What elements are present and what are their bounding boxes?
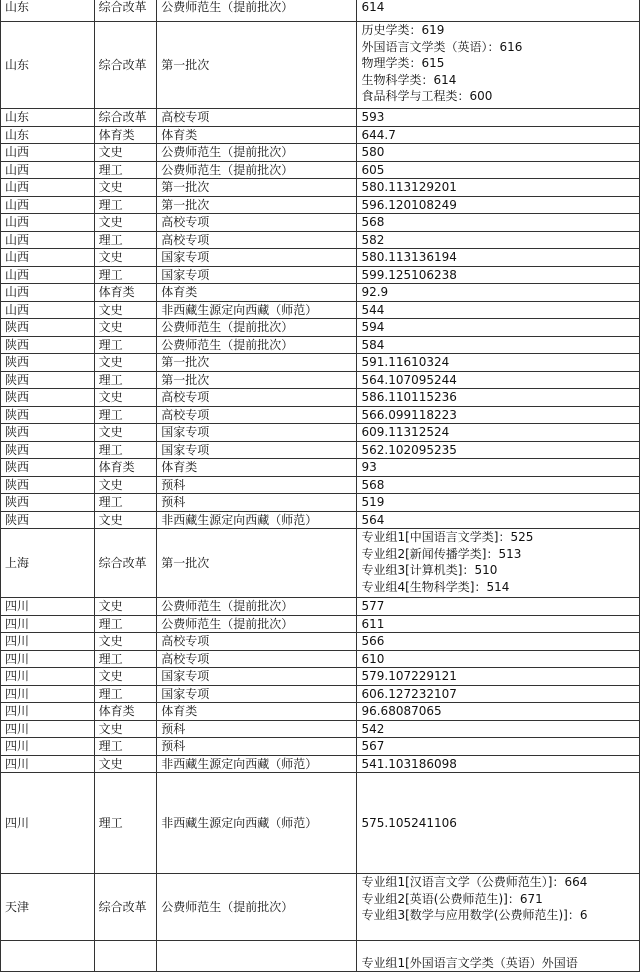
score-cell — [357, 301, 640, 319]
category-cell: 文史 — [94, 354, 157, 372]
score-line: 541.103186098 — [361, 756, 457, 771]
category-cell: 理工 — [94, 161, 157, 179]
table-row — [1, 668, 640, 686]
score-line: 566 — [361, 634, 385, 648]
batch-cell — [157, 941, 357, 972]
province-cell: 山西 — [1, 161, 95, 179]
province-cell: 四川 — [1, 633, 95, 651]
score-line: 605 — [361, 162, 385, 177]
table-row — [1, 196, 640, 214]
score-cell — [357, 703, 640, 721]
batch-cell: 预科 — [157, 720, 357, 738]
province-cell: 四川 — [1, 668, 95, 686]
batch-cell: 第一批次 — [157, 22, 357, 109]
score-line: 611 — [361, 616, 385, 631]
category-cell: 综合改革 — [94, 0, 157, 22]
province-cell: 四川 — [1, 755, 95, 773]
score-line: 586.110115236 — [361, 390, 457, 404]
batch-cell: 体育类 — [157, 703, 357, 721]
province-cell: 陕西 — [1, 354, 95, 372]
category-cell: 文史 — [94, 755, 157, 773]
score-line: 564.107095244 — [361, 372, 457, 387]
category-cell: 文史 — [94, 424, 157, 442]
score-line: 644.7 — [361, 127, 396, 142]
category-cell: 文史 — [94, 214, 157, 232]
score-line: 专业组4[生物科学类]：514 — [361, 579, 510, 594]
province-cell: 山东 — [1, 22, 95, 109]
score-cell — [357, 720, 640, 738]
table-row — [1, 22, 640, 109]
score-cell — [357, 668, 640, 686]
table-row — [1, 266, 640, 284]
category-cell: 体育类 — [94, 703, 157, 721]
batch-cell: 公费师范生（提前批次） — [157, 598, 357, 616]
score-line: 食品科学与工程类：600 — [361, 89, 493, 103]
score-line: 591.11610324 — [361, 355, 450, 369]
table-row — [1, 161, 640, 179]
province-cell: 陕西 — [1, 371, 95, 389]
batch-cell: 高校专项 — [157, 109, 357, 127]
batch-cell: 公费师范生（提前批次） — [157, 161, 357, 179]
province-cell: 四川 — [1, 773, 95, 874]
batch-cell: 高校专项 — [157, 231, 357, 249]
score-cell — [357, 615, 640, 633]
table-row — [1, 354, 640, 372]
table-body — [1, 0, 640, 972]
score-cell — [357, 685, 640, 703]
province-cell: 山西 — [1, 301, 95, 319]
batch-cell: 国家专项 — [157, 249, 357, 267]
score-line: 567 — [361, 739, 385, 753]
score-line: 544 — [361, 302, 385, 317]
category-cell: 文史 — [94, 668, 157, 686]
score-line: 542 — [361, 721, 385, 736]
category-cell: 文史 — [94, 179, 157, 197]
province-cell: 陕西 — [1, 511, 95, 529]
province-cell: 陕西 — [1, 494, 95, 512]
category-cell: 综合改革 — [94, 529, 157, 598]
score-cell — [357, 249, 640, 267]
score-line: 物理学类：615 — [361, 56, 445, 70]
batch-cell: 体育类 — [157, 284, 357, 302]
table-row — [1, 703, 640, 721]
batch-cell: 非西藏生源定向西藏（师范） — [157, 755, 357, 773]
table-row — [1, 720, 640, 738]
batch-cell: 高校专项 — [157, 406, 357, 424]
province-cell: 天津 — [1, 874, 95, 941]
score-cell — [357, 755, 640, 773]
batch-cell: 体育类 — [157, 126, 357, 144]
score-line: 594 — [361, 320, 385, 334]
score-line: 582 — [361, 232, 385, 247]
score-line: 568 — [361, 215, 385, 229]
batch-cell: 公费师范生（提前批次） — [157, 0, 357, 22]
score-line: 580 — [361, 145, 385, 159]
table-row — [1, 615, 640, 633]
province-cell: 四川 — [1, 650, 95, 668]
table-row — [1, 301, 640, 319]
category-cell: 理工 — [94, 685, 157, 703]
category-cell: 理工 — [94, 196, 157, 214]
batch-cell: 预科 — [157, 738, 357, 756]
batch-cell: 非西藏生源定向西藏（师范） — [157, 301, 357, 319]
table-row — [1, 633, 640, 651]
score-cell — [357, 126, 640, 144]
score-line: 93 — [361, 460, 377, 474]
score-line: 519 — [361, 495, 385, 509]
category-cell: 理工 — [94, 773, 157, 874]
score-cell — [357, 874, 640, 941]
table-row — [1, 109, 640, 127]
province-cell — [1, 941, 95, 972]
score-cell — [357, 476, 640, 494]
score-cell — [357, 0, 640, 22]
score-cell — [357, 738, 640, 756]
batch-cell: 非西藏生源定向西藏（师范） — [157, 773, 357, 874]
province-cell: 山西 — [1, 266, 95, 284]
score-line: 生物科学类：614 — [361, 72, 457, 87]
score-line: 专业组2[英语(公费师范生)]：671 — [361, 891, 543, 906]
category-cell: 理工 — [94, 738, 157, 756]
score-line: 历史学类：619 — [361, 23, 445, 37]
category-cell: 综合改革 — [94, 22, 157, 109]
table-row — [1, 511, 640, 529]
province-cell: 山西 — [1, 249, 95, 267]
table-row — [1, 319, 640, 337]
category-cell: 文史 — [94, 319, 157, 337]
table-row — [1, 773, 640, 874]
score-line: 606.127232107 — [361, 686, 457, 701]
category-cell: 文史 — [94, 249, 157, 267]
score-line: 专业组3[数学与应用数学(公费师范生)]：6 — [361, 908, 588, 922]
score-line: 专业组3[计算机类]：510 — [361, 563, 498, 577]
score-line: 564 — [361, 512, 385, 527]
batch-cell: 第一批次 — [157, 529, 357, 598]
category-cell: 文史 — [94, 144, 157, 162]
score-cell — [357, 109, 640, 127]
score-line: 614 — [361, 0, 385, 14]
table-row — [1, 0, 640, 22]
table-row — [1, 424, 640, 442]
score-cell — [357, 511, 640, 529]
score-line: 580.113129201 — [361, 180, 457, 194]
score-cell — [357, 284, 640, 302]
province-cell: 四川 — [1, 598, 95, 616]
table-row — [1, 476, 640, 494]
table-row — [1, 214, 640, 232]
category-cell: 文史 — [94, 598, 157, 616]
score-line: 专业组2[新闻传播学类]：513 — [361, 546, 522, 561]
province-cell: 上海 — [1, 529, 95, 598]
category-cell: 体育类 — [94, 284, 157, 302]
score-cell — [357, 144, 640, 162]
score-line: 562.102095235 — [361, 442, 457, 457]
category-cell: 文史 — [94, 476, 157, 494]
batch-cell: 国家专项 — [157, 441, 357, 459]
category-cell: 文史 — [94, 511, 157, 529]
score-line: 专业组1[汉语言文学（公费师范生）]：664 — [361, 875, 588, 889]
score-cell — [357, 773, 640, 874]
batch-cell: 公费师范生（提前批次） — [157, 319, 357, 337]
score-line: 575.105241106 — [361, 815, 457, 830]
batch-cell: 国家专项 — [157, 266, 357, 284]
province-cell: 山西 — [1, 214, 95, 232]
table-row — [1, 459, 640, 477]
score-line: 580.113136194 — [361, 250, 457, 264]
score-cell — [357, 441, 640, 459]
province-cell: 陕西 — [1, 476, 95, 494]
score-line: 584 — [361, 337, 385, 352]
province-cell: 山西 — [1, 231, 95, 249]
score-line: 596.120108249 — [361, 197, 457, 212]
province-cell: 陕西 — [1, 441, 95, 459]
category-cell: 理工 — [94, 266, 157, 284]
score-cell — [357, 214, 640, 232]
score-cell — [357, 196, 640, 214]
category-cell: 体育类 — [94, 459, 157, 477]
score-cell — [357, 319, 640, 337]
table-row — [1, 941, 640, 972]
table-row — [1, 874, 640, 941]
batch-cell: 高校专项 — [157, 633, 357, 651]
category-cell: 体育类 — [94, 126, 157, 144]
province-cell: 山东 — [1, 109, 95, 127]
table-row — [1, 179, 640, 197]
batch-cell: 国家专项 — [157, 668, 357, 686]
score-line: 579.107229121 — [361, 669, 457, 683]
province-cell: 山东 — [1, 0, 95, 22]
category-cell: 综合改革 — [94, 874, 157, 941]
category-cell: 理工 — [94, 615, 157, 633]
batch-cell: 第一批次 — [157, 179, 357, 197]
province-cell: 四川 — [1, 720, 95, 738]
batch-cell: 预科 — [157, 476, 357, 494]
province-cell: 陕西 — [1, 319, 95, 337]
table-row — [1, 406, 640, 424]
province-cell: 四川 — [1, 738, 95, 756]
score-cell — [357, 336, 640, 354]
score-line: 专业组1[外国语言文学类（英语）外国语 — [361, 955, 578, 970]
category-cell: 理工 — [94, 406, 157, 424]
score-line: 610 — [361, 651, 385, 666]
batch-cell: 非西藏生源定向西藏（师范） — [157, 511, 357, 529]
score-line: 599.125106238 — [361, 267, 457, 282]
category-cell: 理工 — [94, 371, 157, 389]
score-cell — [357, 354, 640, 372]
province-cell: 山西 — [1, 144, 95, 162]
table-row — [1, 755, 640, 773]
score-cell — [357, 633, 640, 651]
score-cell — [357, 941, 640, 972]
score-cell — [357, 650, 640, 668]
province-cell: 山西 — [1, 196, 95, 214]
category-cell: 文史 — [94, 720, 157, 738]
batch-cell: 公费师范生（提前批次） — [157, 144, 357, 162]
table-row — [1, 231, 640, 249]
score-cell — [357, 266, 640, 284]
table-row — [1, 598, 640, 616]
batch-cell: 体育类 — [157, 459, 357, 477]
province-cell: 四川 — [1, 615, 95, 633]
score-cell — [357, 424, 640, 442]
table-row — [1, 685, 640, 703]
batch-cell: 公费师范生（提前批次） — [157, 874, 357, 941]
category-cell: 文史 — [94, 633, 157, 651]
score-cell — [357, 231, 640, 249]
batch-cell: 预科 — [157, 494, 357, 512]
category-cell: 综合改革 — [94, 109, 157, 127]
category-cell: 理工 — [94, 494, 157, 512]
table-row — [1, 284, 640, 302]
province-cell: 陕西 — [1, 406, 95, 424]
score-line: 566.099118223 — [361, 407, 457, 422]
province-cell: 山西 — [1, 179, 95, 197]
batch-cell: 第一批次 — [157, 371, 357, 389]
batch-cell: 高校专项 — [157, 214, 357, 232]
province-cell: 山东 — [1, 126, 95, 144]
category-cell: 理工 — [94, 441, 157, 459]
province-cell: 陕西 — [1, 459, 95, 477]
province-cell: 山西 — [1, 284, 95, 302]
batch-cell: 国家专项 — [157, 424, 357, 442]
score-cell — [357, 406, 640, 424]
batch-cell: 公费师范生（提前批次） — [157, 615, 357, 633]
province-cell: 四川 — [1, 685, 95, 703]
batch-cell: 高校专项 — [157, 389, 357, 407]
table-row — [1, 144, 640, 162]
province-cell: 四川 — [1, 703, 95, 721]
table-row — [1, 249, 640, 267]
score-line: 593 — [361, 110, 385, 124]
score-line: 92.9 — [361, 285, 389, 299]
category-cell: 理工 — [94, 231, 157, 249]
batch-cell: 第一批次 — [157, 354, 357, 372]
province-cell: 陕西 — [1, 424, 95, 442]
score-line: 外国语言文学类（英语）：616 — [361, 39, 523, 54]
province-cell: 陕西 — [1, 389, 95, 407]
score-cell — [357, 161, 640, 179]
table-row — [1, 738, 640, 756]
category-cell: 理工 — [94, 650, 157, 668]
table-row — [1, 371, 640, 389]
score-cell — [357, 494, 640, 512]
score-cell — [357, 389, 640, 407]
batch-cell: 公费师范生（提前批次） — [157, 336, 357, 354]
province-cell: 陕西 — [1, 336, 95, 354]
score-cell — [357, 179, 640, 197]
score-cell — [357, 529, 640, 598]
category-cell — [94, 941, 157, 972]
table-row — [1, 650, 640, 668]
category-cell: 文史 — [94, 301, 157, 319]
table-row — [1, 126, 640, 144]
table-row — [1, 441, 640, 459]
batch-cell: 国家专项 — [157, 685, 357, 703]
category-cell: 文史 — [94, 389, 157, 407]
score-line: 专业组1[中国语言文学类]：525 — [361, 530, 534, 544]
score-line: 568 — [361, 477, 385, 492]
table-row — [1, 389, 640, 407]
batch-cell: 第一批次 — [157, 196, 357, 214]
table-row — [1, 336, 640, 354]
category-cell: 理工 — [94, 336, 157, 354]
batch-cell: 高校专项 — [157, 650, 357, 668]
score-cell — [357, 22, 640, 109]
table-row — [1, 529, 640, 598]
table-row — [1, 494, 640, 512]
score-cell — [357, 459, 640, 477]
score-cell — [357, 371, 640, 389]
score-line: 96.68087065 — [361, 704, 442, 718]
score-line: 577 — [361, 599, 385, 613]
score-cell — [357, 598, 640, 616]
score-line: 609.11312524 — [361, 425, 450, 439]
